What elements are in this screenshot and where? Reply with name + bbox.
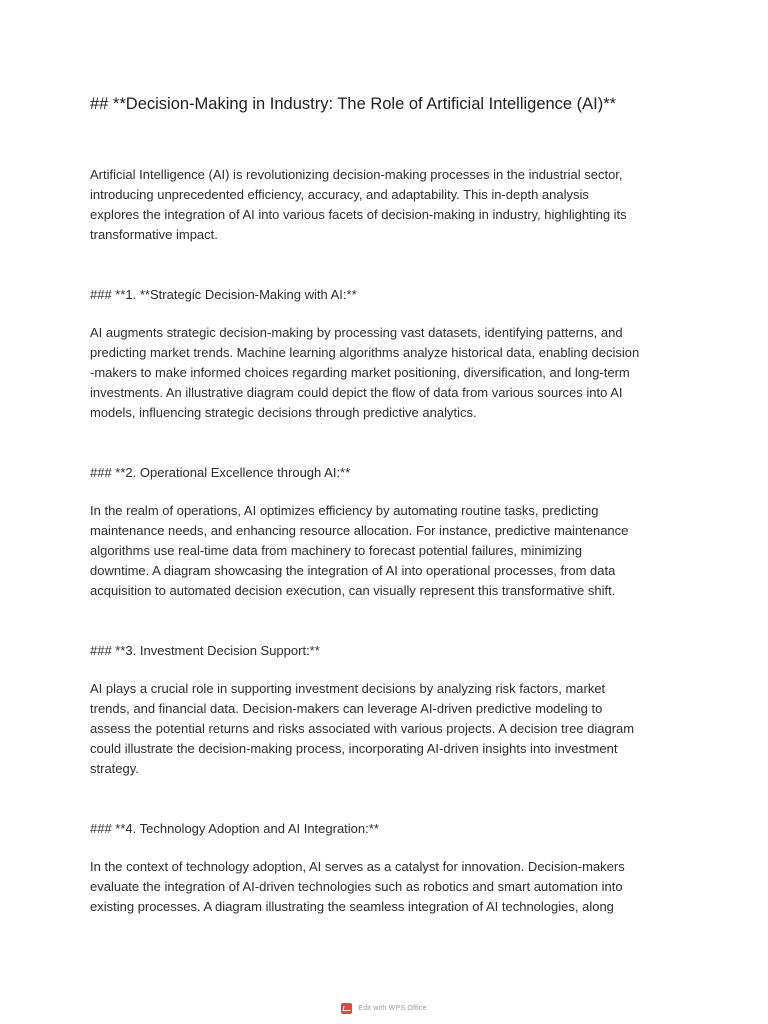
body-line: acquisition to automated decision execution, can visually represent this transformative shift. xyxy=(90,583,616,598)
intro-line: Artificial Intelligence (AI) is revolutionizing decision-making processes in the industrial sector, xyxy=(90,167,623,182)
section-strategic-decision-making xyxy=(90,285,680,423)
section-body xyxy=(90,501,680,601)
body-line: AI augments strategic decision-making by processing vast datasets, identifying patterns, and xyxy=(90,325,623,340)
section-investment-decision-support xyxy=(90,641,680,779)
body-line: evaluate the integration of AI-driven technologies such as robotics and smart automation into xyxy=(90,879,623,894)
document-page xyxy=(90,92,680,917)
footer-text: Edit with WPS Office xyxy=(358,1005,427,1012)
section-operational-excellence xyxy=(90,463,680,601)
section-body xyxy=(90,323,680,423)
section-body xyxy=(90,679,680,779)
body-line: models, influencing strategic decisions through predictive analytics. xyxy=(90,405,477,420)
wps-footer-link[interactable] xyxy=(0,1003,768,1014)
body-line: investments. An illustrative diagram could depict the flow of data from various sources into AI xyxy=(90,385,623,400)
section-body xyxy=(90,857,680,917)
wps-office-icon xyxy=(341,1003,352,1014)
body-line: predicting market trends. Machine learning algorithms analyze historical data, enabling decision xyxy=(90,345,640,360)
body-line: algorithms use real-time data from machinery to forecast potential failures, minimizing xyxy=(90,543,583,558)
body-line: maintenance needs, and enhancing resource allocation. For instance, predictive maintenance xyxy=(90,523,629,538)
body-line: -makers to make informed choices regarding market positioning, diversification, and long-term xyxy=(90,365,630,380)
intro-line: transformative impact. xyxy=(90,227,218,242)
section-heading: ### **4. Technology Adoption and AI Integration:** xyxy=(90,821,379,836)
body-line: assess the potential returns and risks associated with various projects. A decision tree diagram xyxy=(90,721,635,736)
body-line: AI plays a crucial role in supporting investment decisions by analyzing risk factors, market xyxy=(90,681,606,696)
section-heading: ### **2. Operational Excellence through AI:** xyxy=(90,465,351,480)
section-technology-adoption xyxy=(90,819,680,917)
body-line: downtime. A diagram showcasing the integration of AI into operational processes, from data xyxy=(90,563,616,578)
intro-line: introducing unprecedented efficiency, accuracy, and adaptability. This in-depth analysis xyxy=(90,187,589,202)
intro-line: explores the integration of AI into various facets of decision-making in industry, highlighting its xyxy=(90,207,627,222)
body-line: existing processes. A diagram illustrating the seamless integration of AI technologies, along xyxy=(90,899,614,914)
section-heading: ### **1. **Strategic Decision-Making with AI:** xyxy=(90,287,357,302)
intro-paragraph xyxy=(90,165,680,245)
body-line: strategy. xyxy=(90,761,139,776)
document-title: ## **Decision-Making in Industry: The Role of Artificial Intelligence (AI)** xyxy=(90,95,617,113)
body-line: trends, and financial data. Decision-makers can leverage AI-driven predictive modeling to xyxy=(90,701,603,716)
body-line: could illustrate the decision-making process, incorporating AI-driven insights into investment xyxy=(90,741,618,756)
body-line: In the context of technology adoption, AI serves as a catalyst for innovation. Decision-makers xyxy=(90,859,625,874)
body-line: In the realm of operations, AI optimizes efficiency by automating routine tasks, predicting xyxy=(90,503,599,518)
section-heading: ### **3. Investment Decision Support:** xyxy=(90,643,320,658)
